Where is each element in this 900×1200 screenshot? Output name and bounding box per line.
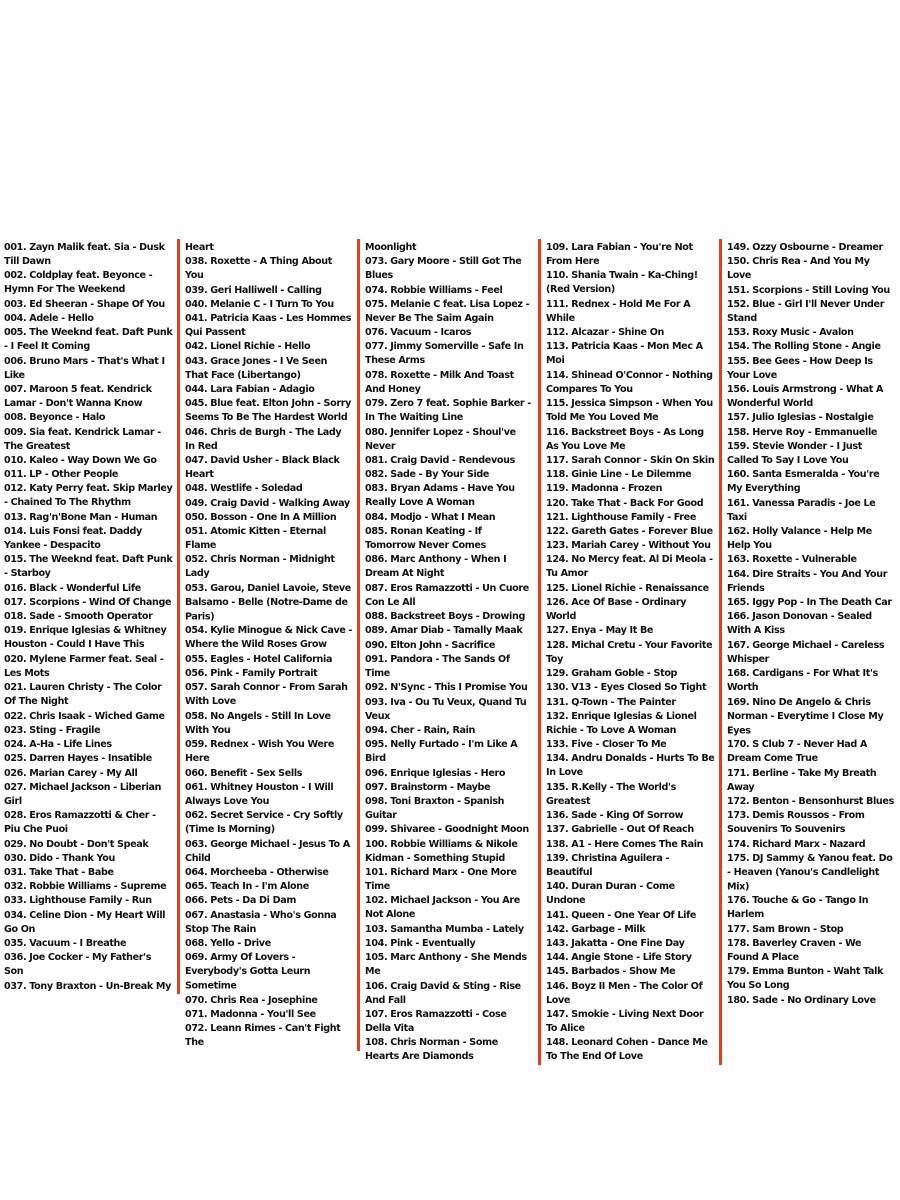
song-entry: 145. Barbados - Show Me [546,966,676,978]
song-list-sheet [2,239,898,1065]
song-entry: 092. N'Sync - This I Promise You [365,682,528,694]
song-entry: 069. Army Of Lovers - Everybody's Gotta Leurn Sometime [185,951,311,992]
song-entry: 168. Cardigans - For What It's Worth [727,667,878,694]
song-entry: 093. Iva - Ou Tu Veux, Quand Tu Veux [365,696,527,722]
song-entry: 068. Yello - Drive [185,937,271,950]
song-entry: Moonlight [365,241,417,254]
song-entry: 178. Baverley Craven - We Found A Place [727,937,862,964]
song-entry: 150. Chris Rea - And You My Love [727,255,870,282]
song-entry: 172. Benton - Bensonhurst Blues [727,795,894,808]
song-entry: 003. Ed Sheeran - Shape Of You [4,298,165,310]
song-entry: 063. George Michael - Jesus To A Child [185,838,350,864]
song-entry: 143. Jakatta - One Fine Day [546,937,685,950]
song-entry: 173. Demis Roussos - From Souvenirs To Souvenirs [727,809,865,836]
song-entry: 073. Gary Moore - Still Got The Blues [365,255,522,282]
song-entry: 097. Brainstorm - Maybe [365,781,491,793]
song-entry: 059. Rednex - Wish You Were Here [185,738,335,765]
song-entry: 099. Shivaree - Goodnight Moon [365,824,529,836]
song-entry: 163. Roxette - Vulnerable [727,554,857,566]
song-entry: 180. Sade - No Ordinary Love [727,994,876,1006]
song-entry: 082. Sade - By Your Side [365,469,490,481]
song-entry: 023. Sting - Fragile [4,724,101,737]
song-entry: 070. Chris Rea - Josephine [185,994,318,1006]
song-entry: 105. Marc Anthony - She Mends Me [365,951,527,978]
song-entry: 032. Robbie Williams - Supreme [4,881,167,893]
song-entry: 010. Kaleo - Way Down We Go [4,454,157,467]
song-column-4 [541,239,722,1065]
song-entry: 055. Eagles - Hotel California [185,653,333,665]
song-entry: 015. The Weeknd feat. Daft Punk - Starboy [4,554,173,580]
song-entry: 021. Lauren Christy - The Color Of The Night [4,682,162,708]
song-entry: 061. Whitney Houston - I Will Always Love You [185,781,334,808]
song-entry: 072. Leann Rimes - Can't Fight The [185,1022,341,1049]
song-entry: 020. Mylene Farmer feat. Seal - Les Mots [4,653,164,680]
song-entry: 177. Sam Brown - Stop [727,923,844,935]
song-entry: 122. Gareth Gates - Forever Blue [546,525,713,538]
song-entry: 034. Celine Dion - My Heart Will Go On [4,909,166,935]
song-entry: 057. Sarah Connor - From Sarah With Love [185,682,348,708]
song-entry: 101. Richard Marx - One More Time [365,866,517,893]
song-entry: 031. Take That - Babe [4,866,114,879]
song-entry: 171. Berline - Take My Breath Away [727,767,877,793]
song-entry: 049. Craig David - Walking Away [185,497,350,509]
song-entry: 129. Graham Goble - Stop [546,667,678,680]
song-entry: 001. Zayn Malik feat. Sia - Dusk Till Dawn [4,241,165,268]
song-entry: 011. LP - Other People [4,469,119,481]
song-entry: 064. Morcheeba - Otherwise [185,866,329,879]
song-entry: 123. Mariah Carey - Without You [546,540,711,552]
song-entry: 121. Lighthouse Family - Free [546,511,696,523]
song-entry: 126. Ace Of Base - Ordinary World [546,596,687,623]
song-entry: 165. Iggy Pop - In The Death Car [727,596,892,609]
song-entry: 166. Jason Donovan - Sealed With A Kiss [727,611,872,637]
song-entry: 019. Enrique Iglesias & Whitney Houston - Could I Have This [4,625,167,651]
song-entry: 029. No Doubt - Don't Speak [4,838,149,850]
song-entry: 106. Craig David & Sting - Rise And Fall [365,980,521,1007]
song-entry: 053. Garou, Daniel Lavoie, Steve Balsamo - Belle (Notre-Dame de Paris) [185,582,351,623]
song-entry: 046. Chris de Burgh - The Lady In Red [185,426,342,453]
song-entry: 104. Pink - Eventually [365,937,476,950]
song-entry: 012. Katy Perry feat. Skip Marley - Chained To The Rhythm [4,483,173,509]
song-entry: 058. No Angels - Still In Love With You [185,710,331,737]
song-entry: 040. Melanie C - I Turn To You [185,298,334,310]
song-entry: 127. Enya - May It Be [546,625,654,637]
song-entry: 179. Emma Bunton - Waht Talk You So Long [727,966,884,992]
song-entry: 138. A1 - Here Comes The Rain [546,838,704,850]
song-entry: 027. Michael Jackson - Liberian Girl [4,781,162,808]
song-entry: 111. Rednex - Hold Me For A While [546,298,691,325]
song-entry: 054. Kylie Minogue & Nick Cave - Where the Wild Roses Grow [185,625,353,651]
song-entry: 088. Backstreet Boys - Drowing [365,611,525,623]
song-entry: 065. Teach In - I'm Alone [185,881,309,893]
song-entry: 004. Adele - Hello [4,312,94,325]
song-entry: 133. Five - Closer To Me [546,738,667,751]
song-entry: 091. Pandora - The Sands Of Time [365,653,510,680]
song-entry: 081. Craig David - Rendevous [365,454,515,467]
song-entry: 102. Michael Jackson - You Are Not Alone [365,895,520,921]
song-entry: 170. S Club 7 - Never Had A Dream Come True [727,738,868,765]
song-entry: 152. Blue - Girl I'll Never Under Stand [727,298,885,325]
song-entry: 079. Zero 7 feat. Sophie Barker - In The Waiting Line [365,397,531,424]
song-entry: 087. Eros Ramazzotti - Un Cuore Con Le All [365,582,529,609]
song-entry: 117. Sarah Connor - Skin On Skin [546,454,715,467]
song-entry: 112. Alcazar - Shine On [546,327,664,339]
song-entry: 144. Angie Stone - Life Story [546,952,692,964]
song-entry: 169. Nino De Angelo & Chris Norman - Everytime I Close My Eyes [727,696,884,737]
song-entry: 149. Ozzy Osbourne - Dreamer [727,241,883,254]
song-entry: 103. Samantha Mumba - Lately [365,923,524,935]
song-entry: 135. R.Kelly - The World's Greatest [546,781,676,808]
song-entry: 156. Louis Armstrong - What A Wonderful World [727,383,884,410]
song-entry: 174. Richard Marx - Nazard [727,838,866,850]
song-entry: 095. Nelly Furtado - I'm Like A Bird [365,738,518,765]
song-entry: 159. Stevie Wonder - I Just Called To Say I Love You [727,440,862,467]
song-entry: 107. Eros Ramazzotti - Cose Della Vita [365,1008,507,1035]
song-entry: 120. Take That - Back For Good [546,497,704,509]
song-entry: 132. Enrique Iglesias & Lionel Richie - To Love A Woman [546,710,697,737]
song-entry: 114. Shinead O'Connor - Nothing Compares To You [546,369,713,396]
song-entry: 008. Beyonce - Halo [4,412,106,424]
song-entry: 060. Benefit - Sex Sells [185,767,303,779]
song-entry: 002. Coldplay feat. Beyonce - Hymn For The Weekend [4,270,153,296]
song-entry: 100. Robbie Williams & Nikole Kidman - Something Stupid [365,838,518,864]
song-entry: Heart [185,241,214,254]
song-entry: 116. Backstreet Boys - As Long As You Love Me [546,426,704,453]
song-entry: 075. Melanie C feat. Lisa Lopez - Never Be The Saim Again [365,298,530,325]
song-entry: 085. Ronan Keating - If Tomorrow Never Comes [365,525,486,552]
song-entry: 016. Black - Wonderful Life [4,582,141,594]
song-entry: 006. Bruno Mars - That's What I Like [4,355,165,382]
song-entry: 158. Herve Roy - Emmanuelle [727,426,878,438]
song-entry: 113. Patricia Kaas - Mon Mec A Moi [546,341,703,367]
song-entry: 039. Geri Halliwell - Calling [185,284,322,296]
song-entry: 066. Pets - Da Di Dam [185,895,296,907]
song-entry: 118. Ginie Line - Le Dilemme [546,469,692,481]
song-entry: 154. The Rolling Stone - Angie [727,341,881,353]
song-entry: 146. Boyz II Men - The Color Of Love [546,980,703,1007]
song-entry: 175. DJ Sammy & Yanou feat. Do - Heaven (Yanou's Candlelight Mix) [727,852,893,893]
song-entry: 048. Westlife - Soledad [185,483,303,495]
song-entry: 052. Chris Norman - Midnight Lady [185,554,335,580]
song-entry: 062. Secret Service - Cry Softly (Time Is Morning) [185,809,343,836]
song-entry: 035. Vacuum - I Breathe [4,937,127,950]
song-entry: 030. Dido - Thank You [4,852,115,864]
song-entry: 028. Eros Ramazzotti & Cher - Piu Che Puoi [4,809,156,836]
song-entry: 134. Andru Donalds - Hurts To Be In Love [546,753,715,779]
song-entry: 043. Grace Jones - I Ve Seen That Face (Libertango) [185,355,328,382]
song-entry: 025. Darren Hayes - Insatible [4,753,152,765]
song-entry: 161. Vanessa Paradis - Joe Le Taxi [727,497,876,524]
song-entry: 050. Bosson - One In A Million [185,511,337,523]
song-entry: 037. Tony Braxton - Un-Break My [4,980,171,992]
song-entry: 067. Anastasia - Who's Gonna Stop The Rain [185,909,337,935]
song-entry: 078. Roxette - Milk And Toast And Honey [365,369,514,396]
song-entry: 153. Roxy Music - Avalon [727,327,854,339]
song-entry: 083. Bryan Adams - Have You Really Love A Woman [365,483,515,509]
song-entry: 074. Robbie Williams - Feel [365,284,503,296]
song-column-1 [2,239,180,994]
song-entry: 051. Atomic Kitten - Eternal Flame [185,525,326,552]
song-entry: 013. Rag'n'Bone Man - Human [4,511,158,523]
song-entry: 157. Julio Iglesias - Nostalgie [727,412,874,424]
song-entry: 140. Duran Duran - Come Undone [546,880,675,907]
song-entry: 036. Joe Cocker - My Father's Son [4,951,152,978]
song-entry: 084. Modjo - What I Mean [365,511,496,523]
song-entry: 045. Blue feat. Elton John - Sorry Seems To Be The Hardest World [185,397,352,424]
song-column-5 [722,239,898,1008]
song-entry: 090. Elton John - Sacrifice [365,639,495,651]
song-entry: 014. Luis Fonsi feat. Daddy Yankee - Despacito [4,525,142,552]
song-entry: 160. Santa Esmeralda - You're My Everything [727,468,880,495]
song-entry: 108. Chris Norman - Some Hearts Are Diamonds [365,1037,498,1063]
song-entry: 148. Leonard Cohen - Dance Me To The End Of Love [546,1037,708,1063]
song-entry: 098. Toni Braxton - Spanish Guitar [365,795,505,822]
song-entry: 033. Lighthouse Family - Run [4,895,152,907]
song-entry: 044. Lara Fabian - Adagio [185,383,315,396]
song-entry: 026. Marian Carey - My All [4,767,138,779]
song-entry: 096. Enrique Iglesias - Hero [365,767,506,779]
song-entry: 018. Sade - Smooth Operator [4,611,153,623]
song-entry: 094. Cher - Rain, Rain [365,724,476,737]
song-entry: 110. Shania Twain - Ka-Ching! (Red Version) [546,270,698,296]
song-entry: 139. Christina Aguilera - Beautiful [546,852,670,879]
song-entry: 155. Bee Gees - How Deep Is Your Love [727,355,873,382]
song-entry: 009. Sia feat. Kendrick Lamar - The Greatest [4,426,161,453]
song-entry: 141. Queen - One Year Of Life [546,909,697,921]
song-entry: 130. V13 - Eyes Closed So Tight [546,682,707,694]
song-entry: 115. Jessica Simpson - When You Told Me You Loved Me [546,397,713,424]
song-entry: 024. A-Ha - Life Lines [4,738,112,751]
song-entry: 077. Jimmy Somerville - Safe In These Arms [365,341,524,367]
song-entry: 167. George Michael - Careless Whisper [727,639,885,666]
song-entry: 164. Dire Straits - You And Your Friends [727,568,888,595]
song-entry: 007. Maroon 5 feat. Kendrick Lamar - Don't Wanna Know [4,383,152,410]
song-entry: 119. Madonna - Frozen [546,483,663,495]
song-entry: 125. Lionel Richie - Renaissance [546,582,709,594]
song-entry: 017. Scorpions - Wind Of Change [4,596,172,609]
song-entry: 042. Lionel Richie - Hello [185,341,311,353]
song-entry: 131. Q-Town - The Painter [546,696,676,708]
song-entry: 086. Marc Anthony - When I Dream At Night [365,554,507,580]
song-entry: 047. David Usher - Black Black Heart [185,454,340,481]
song-entry: 038. Roxette - A Thing About You [185,255,332,282]
song-entry: 056. Pink - Family Portrait [185,667,318,680]
song-entry: 137. Gabrielle - Out Of Reach [546,824,694,836]
song-entry: 162. Holly Valance - Help Me Help You [727,525,872,552]
song-column-3 [360,239,541,1065]
song-entry: 089. Amar Diab - Tamally Maak [365,625,523,637]
song-entry: 005. The Weeknd feat. Daft Punk - I Feel It Coming [4,326,173,353]
song-entry: 176. Touche & Go - Tango In Harlem [727,895,869,921]
song-entry: 041. Patricia Kaas - Les Hommes Qui Passent [185,312,352,339]
song-column-2 [180,239,360,1051]
song-entry: 124. No Mercy feat. Al Di Meola - Tu Amor [546,554,713,580]
song-entry: 147. Smokie - Living Next Door To Alice [546,1008,704,1035]
song-entry: 136. Sade - King Of Sorrow [546,810,684,822]
song-entry: 109. Lara Fabian - You're Not From Here [546,241,693,268]
song-entry: 080. Jennifer Lopez - Shoul've Never [365,426,516,453]
song-entry: 022. Chris Isaak - Wiched Game [4,710,165,722]
song-entry: 071. Madonna - You'll See [185,1008,316,1021]
song-entry: 151. Scorpions - Still Loving You [727,284,890,296]
song-entry: 142. Garbage - Milk [546,923,646,935]
song-entry: 128. Michal Cretu - Your Favorite Toy [546,639,713,666]
song-entry: 076. Vacuum - Icaros [365,327,472,339]
